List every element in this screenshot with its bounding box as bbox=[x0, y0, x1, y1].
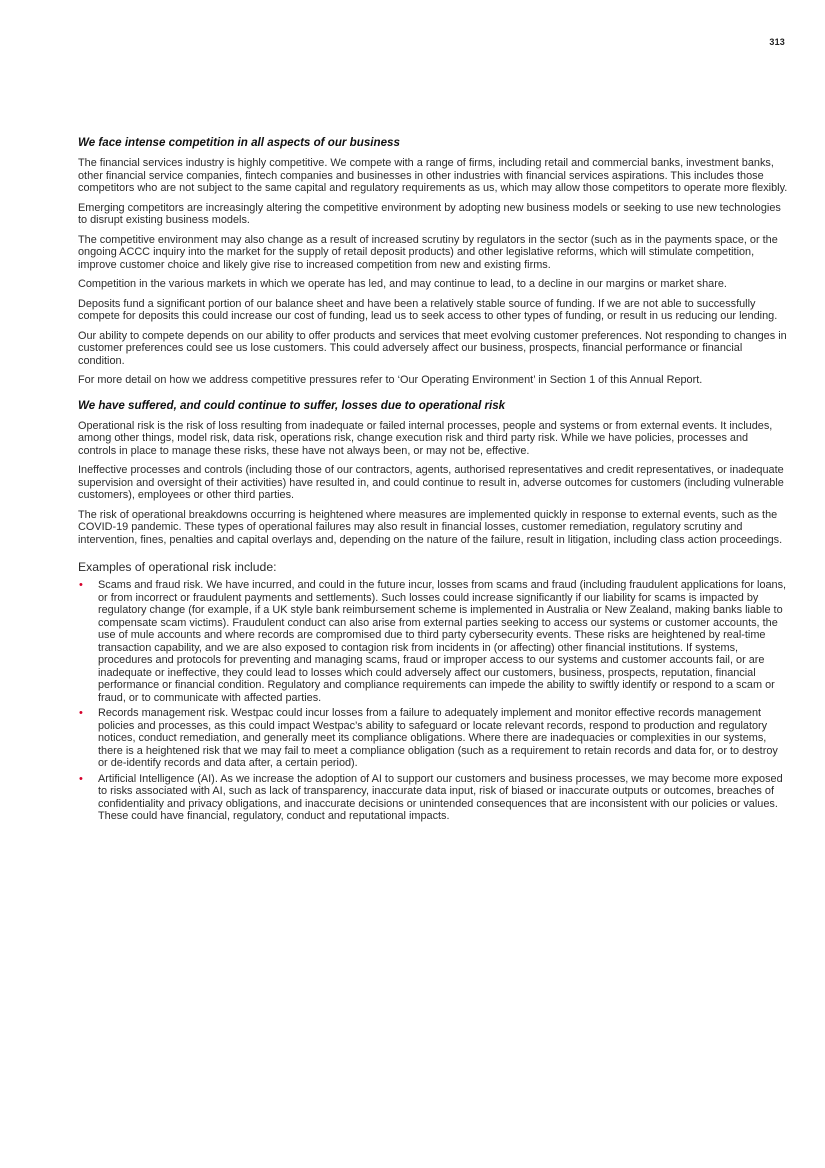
section-heading-competition: We face intense competition in all aspects of our business bbox=[78, 136, 400, 149]
page-number: 313 bbox=[769, 37, 785, 47]
paragraph: The financial services industry is highly competitive. We compete with a range of firms, including retail and commercial banks, investment banks, other financial service companies, fintech companies and businesses in other industries with financial services aspirations. This includes those competitors who are not subject to the same capital and regulatory requirements as us, which may allow those competitors to operate more flexibly. bbox=[78, 157, 788, 194]
paragraph: Deposits fund a significant portion of our balance sheet and have been a relatively stable source of funding. If we are not able to successfully compete for deposits this could increase our cost of funding, lead us to seek access to other types of funding, or result in us reducing our lending. bbox=[78, 297, 778, 322]
paragraph: Operational risk is the risk of loss resulting from inadequate or failed internal processes, people and systems or from external events. It includes, among other things, model risk, data risk, operations risk, change execution risk and third party risk. While we have policies, processes and controls in place to manage these risks, these have not always been, or may not be, effective. bbox=[78, 419, 773, 457]
operational-risk-examples-list bbox=[78, 579, 788, 823]
examples-intro: Examples of operational risk include: bbox=[78, 560, 277, 574]
paragraph: The risk of operational breakdowns occurring is heightened where measures are implemented quickly in response to external events, such as the COVID-19 pandemic. These types of operational failures may also result in financial losses, customer remediation, regulatory scrutiny and intervention, fines, penalties and capital overlays and, depending on the nature of the failure, result in litigation, including class action proceedings. bbox=[78, 508, 783, 546]
list-item bbox=[78, 707, 788, 770]
paragraph: Ineffective processes and controls (including those of our contractors, agents, authorised representatives and credit representatives, or inadequate supervision and oversight of their activities) have resulted in, and could continue to result in, adverse outcomes for customers (including vulnerable customers), employees or other third parties. bbox=[78, 464, 784, 501]
list-item-text: Records management risk. Westpac could incur losses from a failure to adequately implement and monitor effective records management policies and processes, as this could impact Westpac’s ability to safeguard or locate relevant records, respond to production and regulatory notices, conduct remediation, and generally meet its compliance obligations. Where there are inadequacies or complexities in our systems, there is a heightened risk that we may fail to meet a compliance obligation (such as a requirement to retain records and data for, or to destroy or de-identify records and data after, a certain period). bbox=[98, 707, 778, 769]
document-body bbox=[78, 136, 788, 826]
list-item bbox=[78, 773, 788, 823]
section-heading-operational-risk: We have suffered, and could continue to suffer, losses due to operational risk bbox=[78, 398, 506, 412]
bullet-icon: • bbox=[79, 579, 83, 591]
paragraph: Competition in the various markets in which we operate has led, and may continue to lead, to a decline in our margins or market share. bbox=[78, 278, 727, 290]
paragraph: Our ability to compete depends on our ability to offer products and services that meet evolving customer preferences. Not responding to changes in customer preferences could see us lose customers. This could adversely affect our business, prospects, financial performance or financial condition. bbox=[78, 329, 787, 367]
list-item-text: Artificial Intelligence (AI). As we increase the adoption of AI to support our customers and business processes, we may become more exposed to risks associated with AI, such as lack of transparency, inaccurate data input, risk of biased or inaccurate outputs or outcomes, breaches of confidentiality and privacy obligations, and inaccurate decisions or unintended consequences that are inconsistent with our policies or values. These could have financial, regulatory, conduct and reputational impacts. bbox=[98, 772, 783, 822]
list-item bbox=[78, 579, 788, 704]
list-item-text: Scams and fraud risk. We have incurred, and could in the future incur, losses from scams and fraud (including fraudulent applications for loans, or from incorrect or fraudulent payments and settlements). Such losses could increase significantly if our liability for scams is impacted by regulatory change (for example, if a UK style bank reimbursement scheme is implemented in Australia or New Zealand, making banks liable to compensate scam victims). Fraudulent conduct can also arise from external parties seeking to access our systems or customer accounts, the use of mule accounts and where records are compromised due to third party cybersecurity events. These risks are heightened by real-time transaction capability, and we are also exposed to contagion risk from incidents in (or affecting) other financial institutions. If systems, procedures and protocols for preventing and managing scams, fraud or improper access to our systems and customer accounts fail, or are inadequate or ineffective, they could lead to losses which could adversely affect our customers, business, prospects, reputation, financial performance or financial condition. Regulatory and compliance requirements can impede the ability to swiftly identify or respond to a scam or fraud, or to communicate with affected parties. bbox=[98, 579, 787, 704]
bullet-icon: • bbox=[79, 772, 83, 785]
bullet-icon: • bbox=[79, 707, 83, 719]
paragraph: For more detail on how we address competitive pressures refer to ‘Our Operating Environment’ in Section 1 of this Annual Report. bbox=[78, 374, 703, 386]
paragraph: Emerging competitors are increasingly altering the competitive environment by adopting new business models or seeking to use new technologies to disrupt existing business models. bbox=[78, 201, 781, 226]
paragraph: The competitive environment may also change as a result of increased scrutiny by regulators in the sector (such as in the payments space, or the ongoing ACCC inquiry into the market for the supply of retail deposit products) and other legislative reforms, which will stimulate competition, improve customer choice and likely give rise to increased competition from new and existing firms. bbox=[78, 233, 778, 271]
